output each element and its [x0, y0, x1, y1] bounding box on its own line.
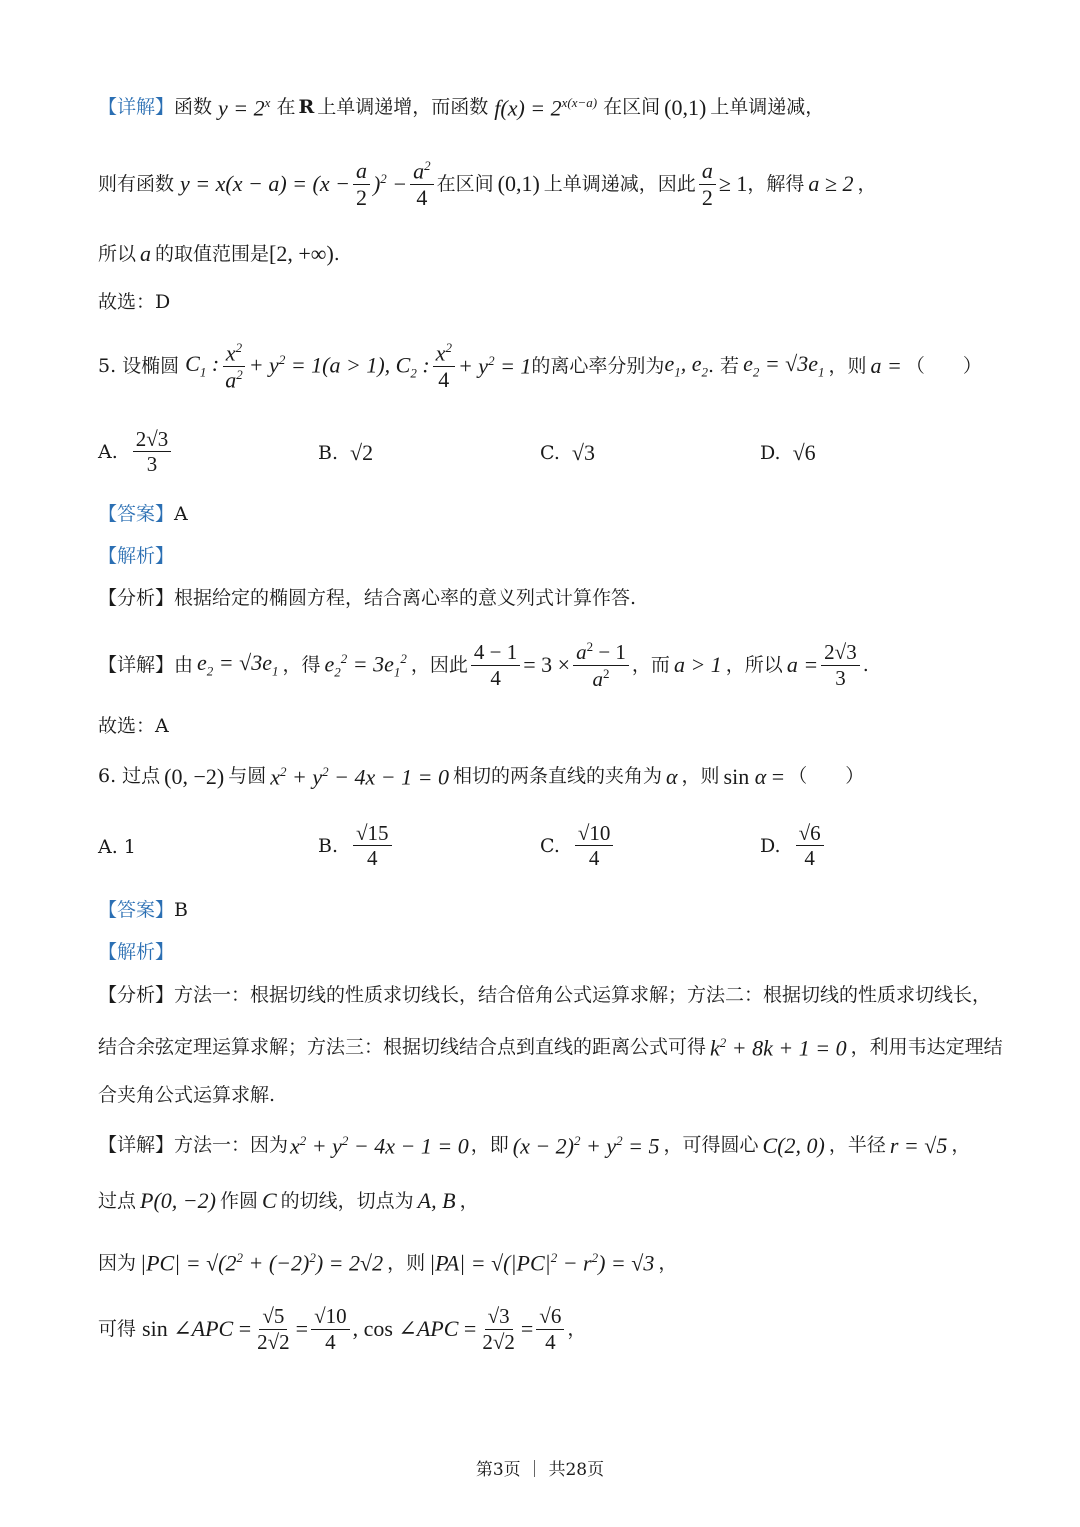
- text: ，: [658, 1251, 678, 1274]
- frac-sqrt10-4: $\frac{√10}{4}$: [575, 822, 614, 869]
- math-interval-0-1: (0,1): [497, 171, 540, 196]
- frac-sqrt10-4: $\frac{√10}{4}$: [311, 1305, 350, 1352]
- question-6: [98, 765, 1040, 788]
- frac-2sqrt3-3: $\frac{2√3}{3}$: [821, 641, 860, 688]
- text: 相切的两条直线的夹角为: [452, 765, 662, 788]
- frac-2sqrt3-3: $\frac{2√3}{3}$: [133, 428, 172, 475]
- text: 根据给定的椭圆方程，结合离心率的意义列式计算作答.: [174, 587, 637, 609]
- answer-tag: 【答案】: [98, 503, 175, 525]
- math-range: [2, +∞): [269, 241, 334, 266]
- math-sin-APC: sin ∠APC =: [142, 1316, 252, 1341]
- frac-sqrt6-4: $\frac{√6}{4}$: [796, 822, 824, 869]
- text: ，即: [470, 1134, 509, 1157]
- math-radius: r = √5: [889, 1132, 948, 1158]
- math-f-x: $f(x) = 2^{x(x-a)}$: [494, 95, 598, 121]
- frac-a-2: $\frac{a}{2}$: [353, 159, 370, 208]
- text: 的取值范围是: [155, 242, 270, 265]
- math-e2-sqrt3-e1: $e_2 = √3e_1$: [197, 650, 279, 679]
- text: ，则: [828, 354, 867, 377]
- math-e1-e2: $e_1$, $e_2$: [664, 351, 708, 380]
- option-label: C.: [540, 442, 560, 464]
- text: 函数: [174, 96, 213, 119]
- detail-tag: 【详解】: [98, 653, 175, 676]
- frac-sqrt5-2sqrt2: $\frac{√5}{2√2}$: [257, 1304, 290, 1354]
- text: 的离心率分别为: [531, 354, 665, 377]
- q6-option-d: [760, 822, 827, 869]
- text: . 若: [707, 354, 740, 377]
- text: 方法一：根据切线的性质求切线长，结合倍角公式运算求解；方法二：根据切线的性质求切线长，: [174, 984, 992, 1006]
- q6-analysis-3: [98, 1086, 1040, 1105]
- math-expr: y = x(x − a) = (x −: [180, 171, 350, 196]
- text: 在区间: [603, 96, 661, 119]
- q6-option-c: [540, 822, 616, 869]
- math-expr: )$^2$ −: [372, 171, 408, 197]
- math-eq-3x: = 3 ×: [523, 652, 571, 677]
- q5-option-b: [318, 440, 373, 466]
- text: ，: [857, 172, 877, 195]
- q6-detail-3: [98, 1245, 1040, 1281]
- detail-tag: 【详解】: [98, 96, 175, 119]
- math-a-eq: a =: [870, 353, 902, 378]
- text: （ ）: [905, 354, 982, 377]
- math-C1: $C_1$ :: [185, 351, 220, 380]
- math-center: C(2, 0): [762, 1132, 825, 1158]
- math-point: (0, −2): [164, 763, 225, 789]
- math-sqrt3: √3: [571, 440, 595, 465]
- text: .: [862, 653, 869, 676]
- frac-a-2: $\frac{a}{2}$: [699, 159, 716, 208]
- q5-analysis: [98, 589, 1040, 608]
- math-a-gt-1: a > 1: [673, 652, 722, 677]
- math-e2-sqrt3-e1: $e_2 = √3e_1$: [743, 351, 825, 380]
- text: ，: [951, 1134, 971, 1157]
- text: ，得: [282, 653, 321, 676]
- q5-analysis-heading: [98, 547, 1040, 566]
- text: ，: [567, 1317, 587, 1340]
- math-ge-1: ≥ 1: [718, 171, 748, 196]
- frac-x2-4: $\frac{x^2}{4}$: [433, 341, 455, 391]
- text: 上单调递减，: [710, 96, 825, 119]
- text: 与圆: [228, 765, 267, 788]
- text: 过点: [98, 1189, 137, 1212]
- q5-answer: [98, 505, 1040, 524]
- text: 5. 设椭圆: [98, 354, 180, 377]
- text: 由: [174, 653, 194, 676]
- text: 的切线，切点为: [280, 1189, 414, 1212]
- text: ，则: [387, 1251, 426, 1274]
- frac-a2-4: $\frac{a^2}{4}$: [410, 159, 434, 209]
- math-PC: $|PC| = √(2^2 + (-2)^2) = 2√2$: [140, 1250, 384, 1276]
- math-AB: A, B: [417, 1188, 456, 1213]
- math-circle-eq: $x^2 + y^2 - 4x - 1 = 0$: [290, 1133, 469, 1159]
- text: 结合余弦定理运算求解；方法三：根据切线结合点到直线的距离公式可得: [98, 1036, 707, 1059]
- math-eq: =: [295, 1316, 309, 1341]
- analysis-sub-tag: 【分析】: [98, 587, 175, 609]
- option-label: A.: [98, 440, 118, 463]
- q6-option-a: [98, 836, 136, 858]
- detail-line-2: [98, 160, 1040, 208]
- text: ，可得圆心: [663, 1134, 759, 1157]
- math-point-P: P(0, −2): [140, 1188, 216, 1213]
- analysis-sub-tag: 【分析】: [98, 984, 175, 1006]
- detail-line-3: [98, 243, 1040, 265]
- text: ，因此: [410, 653, 468, 676]
- frac-sqrt6-4: $\frac{√6}{4}$: [536, 1305, 564, 1352]
- math-e2sq-3e1sq: $e_2^2 = 3e_1^2$: [324, 650, 407, 680]
- q6-analysis-2: [98, 1036, 1040, 1059]
- text: （ ）: [788, 765, 865, 788]
- answer-choice-line: [98, 293, 1040, 312]
- text: 所以: [98, 242, 137, 265]
- text: 则有函数: [98, 172, 175, 195]
- analysis-tag: 【解析】: [98, 941, 175, 963]
- math-PA: $|PA| = √(|PC|^2 - r^2) = √3$: [429, 1250, 655, 1276]
- text: 故选：D: [98, 291, 171, 313]
- page-footer: 第3页 ｜ 共28页: [475, 1460, 605, 1480]
- option-label: B.: [318, 442, 339, 464]
- q6-answer: [98, 901, 1040, 920]
- text: 故选：A: [98, 715, 169, 737]
- text: 因为: [98, 1251, 137, 1274]
- text: 在: [276, 96, 296, 119]
- text: ，半径: [828, 1134, 886, 1157]
- math-circle-standard: $(x - 2)^2 + y^2 = 5$: [512, 1133, 660, 1159]
- q6-detail-4: [98, 1303, 1040, 1355]
- text: ，而: [631, 653, 670, 676]
- text: 上单调递增，而函数: [317, 96, 489, 119]
- math-y-eq-2x: $y = 2^x$: [218, 95, 271, 121]
- text: 合夹角公式运算求解.: [98, 1084, 276, 1106]
- text: .: [333, 242, 340, 265]
- answer-tag: 【答案】: [98, 899, 175, 921]
- math-circle-eq: $x^2 + y^2 - 4x - 1 = 0$: [270, 764, 449, 790]
- q6-option-b: [318, 822, 395, 869]
- answer-value: B: [174, 899, 188, 921]
- q5-choice: [98, 717, 1040, 736]
- option-label: A. 1: [98, 836, 136, 858]
- option-label: D.: [760, 442, 781, 464]
- text: 在区间: [436, 172, 494, 195]
- analysis-tag: 【解析】: [98, 545, 175, 567]
- q5-detail: [98, 640, 1040, 690]
- math-sqrt6: √6: [792, 440, 816, 465]
- frac-a2-1-a2: $\frac{a^2 - 1}{a^2}$: [573, 640, 629, 689]
- frac-sqrt15-4: $\frac{√15}{4}$: [353, 822, 392, 869]
- option-label: B.: [318, 834, 339, 857]
- math-cos-APC: , cos ∠APC =: [352, 1316, 477, 1341]
- text: 上单调递减，因此: [543, 172, 696, 195]
- frac-x2-a2: $\frac{x^2}{a^2}$: [222, 341, 246, 391]
- q6-detail-1: [98, 1134, 1040, 1157]
- math-expr: + $y^2 = 1(a > 1)$, $C_2$ :: [248, 351, 430, 381]
- math-a-eq: a =: [786, 652, 819, 677]
- q5-option-d: [760, 440, 816, 466]
- q6-analysis-heading: [98, 943, 1040, 962]
- text: 作圆: [219, 1189, 258, 1212]
- math-sqrt2: √2: [350, 440, 374, 465]
- text: 方法一：因为: [174, 1134, 289, 1157]
- math-a-ge-2: a ≥ 2: [808, 171, 854, 196]
- detail-tag: 【详解】: [98, 1134, 175, 1157]
- math-eq: =: [520, 1316, 534, 1341]
- answer-value: A: [174, 503, 188, 525]
- frac-sqrt3-2sqrt2: $\frac{√3}{2√2}$: [482, 1304, 515, 1354]
- detail-line-1: [98, 96, 1040, 119]
- frac-4-1-4: $\frac{4 - 1}{4}$: [471, 641, 520, 688]
- q5-option-c: [540, 440, 595, 466]
- text: ，利用韦达定理结: [850, 1036, 1003, 1059]
- q5-option-a: [98, 428, 174, 475]
- math-expr: + $y^2 = 1$: [457, 353, 532, 379]
- option-label: D.: [760, 834, 781, 857]
- text: ，解得: [747, 172, 805, 195]
- text: ，所以: [725, 653, 783, 676]
- set-R: R: [298, 96, 315, 119]
- text: 可得: [98, 1317, 137, 1340]
- math-a: a: [140, 241, 152, 266]
- math-C: C: [261, 1188, 277, 1213]
- math-alpha: α: [665, 763, 678, 789]
- question-5: [98, 342, 1040, 390]
- math-sin-alpha: sin α =: [723, 763, 785, 789]
- text: 6. 过点: [98, 765, 161, 788]
- option-label: C.: [540, 834, 560, 857]
- math-interval-0-1: (0,1): [664, 94, 707, 120]
- math-k-quadratic: $k^2 + 8k + 1 = 0$: [710, 1035, 847, 1061]
- text: ，则: [681, 765, 720, 788]
- q6-analysis-1: [98, 986, 1040, 1005]
- q6-detail-2: [98, 1190, 1040, 1212]
- text: ，: [459, 1189, 479, 1212]
